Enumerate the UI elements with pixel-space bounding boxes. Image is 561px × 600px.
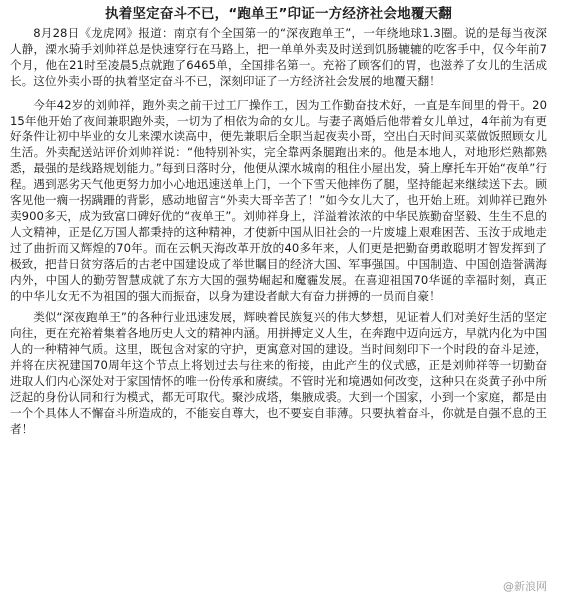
article-paragraph-2: 今年42岁的刘帅祥，跑外卖之前干过工厂操作工，因为工作勤奋技术好，一直是车间里的骨干。2015年他开始了夜间兼职跑外卖，一切为了相依为命的女儿。与妻子离婚后他带着女儿单过，4年前为有更好条件让初中毕业的女儿来溧水读高中，便先兼职后全职当起夜卖小哥，空出白天时间买菜做饭照顾女儿生活。外卖配送站评价刘帅祥说：“他特别补实，完全靠两条腿跑出来的。他是本地人，对地形烂熟都熟悉，最强的是线路规划能力。”每到日落时分，他便从溧水城南的租住小屋出发，骑上摩托车开始“夜单”行程。遇到恶劣天气他更努力加小心地迅速送单上门，一个下雪天他摔伤了腿，坚持能起来继续送下去。顾客见他一瘸一拐蹒跚的背影，感动地留言“外卖大哥辛苦了！”如今女儿大了，也开始上班。刘帅祥已跑外卖900多天，成为致富口碑好优的“夜单王”。刘帅祥身上，洋溢着浓浓的中华民族勤奋坚毅、生生不息的人文精神，正是亿万国人都秉持的这种精神，才使新中国从旧社会的一片废墟上艰难困苦、玉汝于成地走过了曲折而又辉煌的70年。而在云帆天海改革开放的40多年来，人们更是把勤奋勇敢聪明才智发挥到了极致，把昔日贫穷落后的古老中国建设成了举世瞩目的经济大国、军事强国。中国制造、中国创造誉满海内外，中国人的勤劳智慧成就了东方大国的强势崛起和魔霾发展。在喜迎祖国70华诞的幸福时刻，真正的中华儿女无不为祖国的强大而振奋，以身为建设者献大有奋力拼搏的一员而自豪！ <box>10 97 547 303</box>
article-paragraph-3: 类似“深夜跑单王”的各种行业迅速发展，辉映着民族复兴的伟大梦想，见证着人们对美好生活的坚定向往，更在充裕着集着各地历史人文的精神内涵。用拼搏定义人生，在奔跑中迈向远方，早就内化为中国人的一种精神气质。这里，既包含对家的守护，更寓意对国的建设。当时间刻印下一个时段的奋斗足迹，并将在庆祝建国70周年这个节点上将划过去与往来的衔接，由此产生的仪式感，正是刘帅祥等一切勤奋进取人们内心深处对于家国情怀的唯一份传承和赓续。不管时光和境遇如何改变，这种只在炎黄子孙中所泛起的身份认同和行为模式，都无可取代。聚沙成塔，集腋成裘。大到一个国家，小到一个家庭，都是由一个个具体人不懈奋斗所造成的，不能妄自尊大，也不要妄自菲薄。只要执着奋斗，你就是自强不息的王者！ <box>10 310 547 436</box>
watermark: @新浪网 <box>503 580 547 593</box>
article-paragraph-1: 8月28日《龙虎网》报道：南京有个全国第一的“深夜跑单王”，一年绕地球1.3圈。说的是每当夜深人静，溧水骑手刘帅祥总是快速穿行在马路上，把一单单外卖及时送到饥肠辘辘的吃客手中，仅今年前7个月，他在21时至凌晨5点就跑了6465单，全国排名第一。充裕了顾客们的胃，也滋养了女儿的生活成长。这位外卖小哥的执着坚定奋斗不已，深刻印证了一方经济社会发展的地覆天翻！ <box>10 26 547 88</box>
article-title: 执着坚定奋斗不已，“跑单王”印证一方经济社会地覆天翻 <box>105 6 452 22</box>
